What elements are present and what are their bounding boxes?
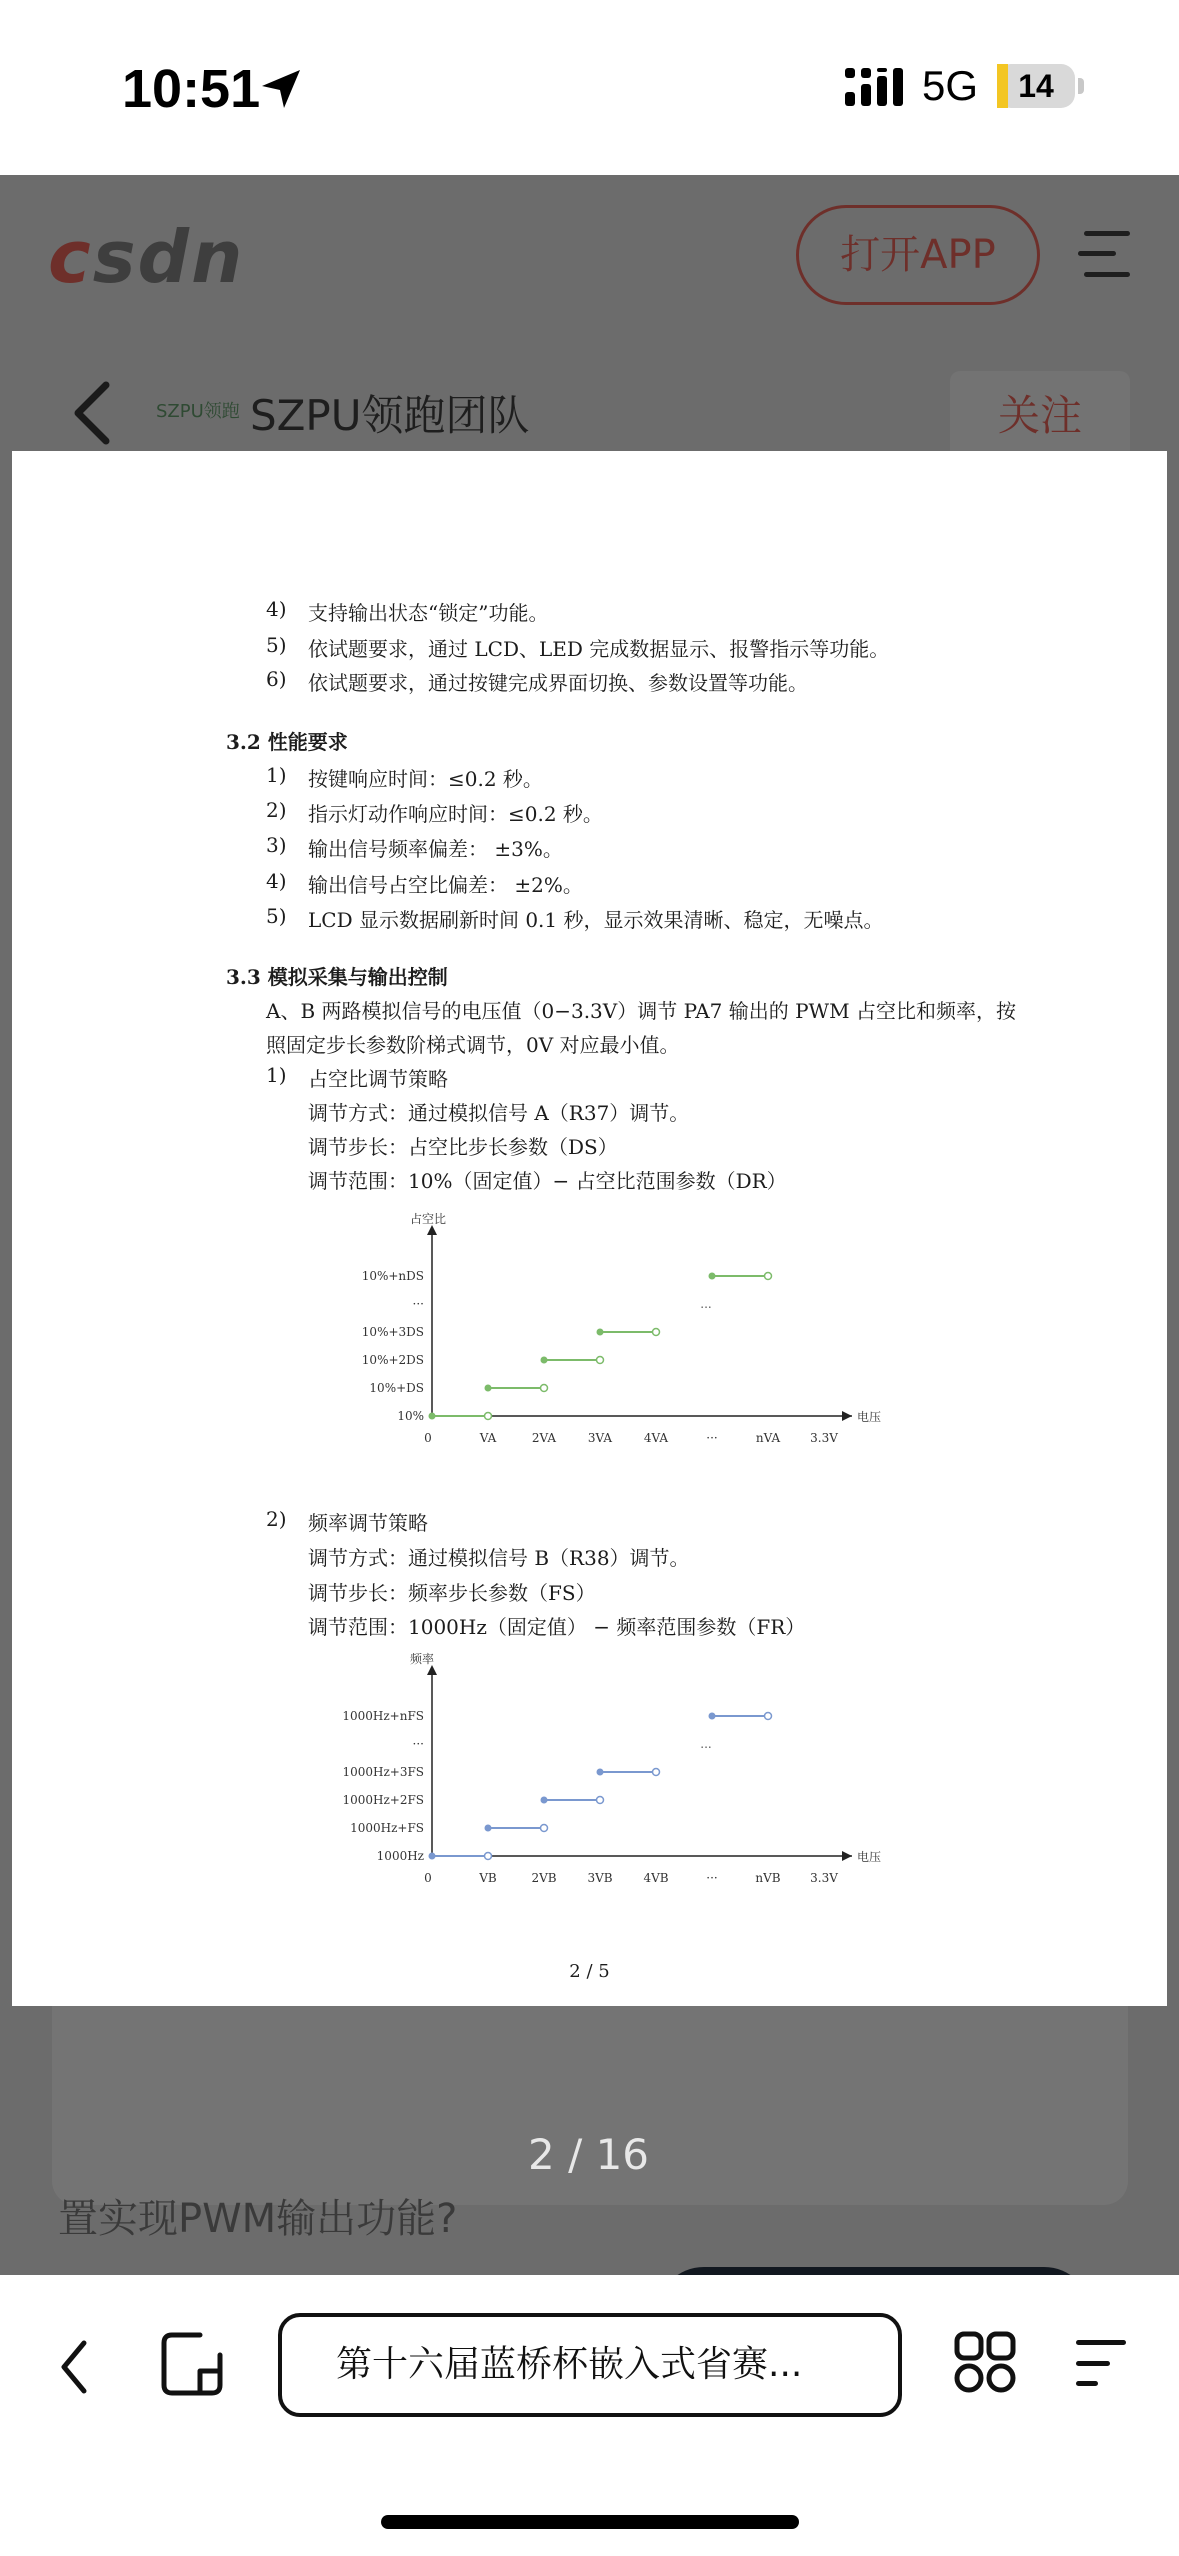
x-tick-label: VB <box>479 1871 497 1885</box>
battery-icon <box>997 64 1075 108</box>
step-start-point <box>541 1797 548 1804</box>
x-axis-label: 电压 <box>857 1850 882 1864</box>
origin-label: 0 <box>424 1871 432 1885</box>
y-tick-label: ··· <box>412 1297 424 1311</box>
step-start-point <box>429 1853 436 1860</box>
freq-range: 调节范围：1000Hz（固定值） − 频率范围参数（FR） <box>308 1615 806 1639</box>
page-indicator: 2 / 16 <box>528 2130 650 2179</box>
y-tick-label: 10%+3DS <box>361 1325 424 1339</box>
status-time: 10:51 <box>122 59 261 119</box>
y-tick-label: 10%+nDS <box>361 1269 424 1283</box>
func-item-num: 4) <box>266 597 287 621</box>
follow-button[interactable]: 关注 <box>950 371 1130 461</box>
network-type: 5G <box>922 62 979 109</box>
chevron-left-icon[interactable] <box>58 2339 90 2395</box>
document-page[interactable] <box>12 451 1167 2006</box>
hamburger-menu-icon[interactable] <box>1078 229 1134 279</box>
perf-item-num: 1) <box>266 763 287 787</box>
y-tick-label: 10% <box>397 1409 424 1423</box>
step-end-point <box>765 1273 772 1280</box>
y-tick-label: 10%+2DS <box>361 1353 424 1367</box>
url-bar[interactable] <box>278 2313 902 2417</box>
step-start-point <box>709 1713 716 1720</box>
y-axis-label: 频率 <box>410 1652 435 1666</box>
step-end-point <box>541 1825 548 1832</box>
x-axis-arrow <box>842 1851 852 1861</box>
step-start-point <box>485 1825 492 1832</box>
duty-step: 调节步长：占空比步长参数（DS） <box>308 1135 618 1159</box>
y-tick-label: 1000Hz+2FS <box>342 1793 424 1807</box>
freq-step: 调节步长：频率步长参数（FS） <box>308 1581 596 1605</box>
step-end-point <box>765 1713 772 1720</box>
perf-item-num: 3) <box>266 833 287 857</box>
section-heading-performance: 3.2 性能要求 <box>226 730 348 754</box>
perf-item-text: 指示灯动作响应时间：≤0.2 秒。 <box>308 802 603 826</box>
perf-item-text: 按键响应时间：≤0.2 秒。 <box>308 767 543 791</box>
frequency-chart <box>312 1651 882 1891</box>
y-tick-label: 1000Hz+3FS <box>342 1765 424 1779</box>
freq-strategy-title: 频率调节策略 <box>308 1511 428 1535</box>
x-tick-label: 4VB <box>643 1871 669 1885</box>
tab-switcher-icon[interactable] <box>160 2331 224 2397</box>
func-item-num: 6) <box>266 667 287 691</box>
status-bar <box>0 0 1179 175</box>
step-end-point <box>597 1357 604 1364</box>
y-tick-label: 1000Hz+FS <box>350 1821 424 1835</box>
duty-method: 调节方式：通过模拟信号 A（R37）调节。 <box>308 1101 690 1125</box>
plot-ellipsis: ... <box>700 1297 712 1311</box>
freq-strategy-num: 2) <box>266 1507 287 1531</box>
y-tick-label: 10%+DS <box>369 1381 424 1395</box>
y-tick-label: ··· <box>412 1737 424 1751</box>
step-end-point <box>597 1797 604 1804</box>
perf-item-num: 2) <box>266 798 287 822</box>
home-indicator[interactable] <box>381 2515 799 2529</box>
csdn-logo-rest: sdn <box>92 215 245 299</box>
perf-item-text: 输出信号占空比偏差： ±2%。 <box>308 873 583 897</box>
func-item-num: 5) <box>266 633 287 657</box>
origin-label: 0 <box>424 1431 432 1445</box>
x-tick-label: 4VA <box>643 1431 669 1445</box>
analog-intro-line-2: 照固定步长参数阶梯式调节，0V 对应最小值。 <box>266 1033 680 1057</box>
step-end-point <box>653 1329 660 1336</box>
csdn-logo-c: c <box>48 215 93 299</box>
perf-item-num: 4) <box>266 869 287 893</box>
perf-item-text: 输出信号频率偏差： ±3%。 <box>308 837 563 861</box>
step-start-point <box>485 1385 492 1392</box>
x-axis-arrow <box>842 1411 852 1421</box>
duty-cycle-chart <box>312 1211 882 1451</box>
url-text: 第十六届蓝桥杯嵌入式省赛... <box>336 2344 803 2385</box>
x-axis-label: 电压 <box>857 1410 882 1424</box>
x-tick-label: 2VA <box>531 1431 557 1445</box>
step-end-point <box>541 1385 548 1392</box>
step-start-point <box>597 1329 604 1336</box>
x-tick-label: ··· <box>706 1871 718 1885</box>
step-end-point <box>653 1769 660 1776</box>
team-logo: SZPU领跑 <box>156 401 240 422</box>
freq-method: 调节方式：通过模拟信号 B（R38）调节。 <box>308 1546 690 1570</box>
browser-toolbar <box>0 2275 1179 2556</box>
duty-strategy-title: 占空比调节策略 <box>308 1067 448 1091</box>
document-page-footer: 2 / 5 <box>569 1961 610 1982</box>
battery-level: 14 <box>1018 68 1054 104</box>
duty-strategy-num: 1) <box>266 1063 287 1087</box>
y-tick-label: 1000Hz+nFS <box>342 1709 424 1723</box>
csdn-logo <box>48 215 244 299</box>
y-axis-label: 占空比 <box>410 1212 447 1226</box>
step-end-point <box>485 1853 492 1860</box>
location-arrow-icon <box>258 66 304 112</box>
team-name[interactable]: SZPU领跑团队 <box>250 391 530 440</box>
question-text: 置实现PWM输出功能? <box>58 2196 458 2242</box>
y-axis-arrow <box>427 1225 437 1235</box>
y-tick-label: 1000Hz <box>376 1849 424 1863</box>
analog-intro-line-1: A、B 两路模拟信号的电压值（0−3.3V）调节 PA7 输出的 PWM 占空比和频率，按 <box>266 999 1016 1023</box>
x-tick-label: nVA <box>755 1431 781 1445</box>
func-item-text: 支持输出状态“锁定”功能。 <box>308 601 549 625</box>
perf-item-num: 5) <box>266 904 287 928</box>
x-tick-label: 2VB <box>531 1871 557 1885</box>
x-tick-label: 3.3V <box>810 1871 838 1885</box>
cellular-signal-icon <box>845 66 907 110</box>
duty-range: 调节范围：10%（固定值）− 占空比范围参数（DR） <box>308 1169 787 1193</box>
x-tick-label: VA <box>479 1431 497 1445</box>
section-heading-analog: 3.3 模拟采集与输出控制 <box>226 965 448 989</box>
grid-apps-icon[interactable] <box>954 2331 1016 2393</box>
y-axis-arrow <box>427 1665 437 1675</box>
step-start-point <box>709 1273 716 1280</box>
battery-cap <box>1078 78 1084 94</box>
hamburger-menu-icon[interactable] <box>1072 2337 1130 2389</box>
step-start-point <box>597 1769 604 1776</box>
x-tick-label: 3VA <box>587 1431 613 1445</box>
func-item-text: 依试题要求，通过按键完成界面切换、参数设置等功能。 <box>308 671 808 695</box>
x-tick-label: nVB <box>755 1871 781 1885</box>
step-start-point <box>429 1413 436 1420</box>
step-end-point <box>485 1413 492 1420</box>
open-app-button[interactable]: 打开APP <box>796 205 1040 305</box>
chevron-left-icon[interactable] <box>70 381 114 445</box>
perf-item-text: LCD 显示数据刷新时间 0.1 秒，显示效果清晰、稳定，无噪点。 <box>308 908 884 932</box>
x-tick-label: 3VB <box>587 1871 613 1885</box>
plot-ellipsis: ... <box>700 1737 712 1751</box>
x-tick-label: 3.3V <box>810 1431 838 1445</box>
func-item-text: 依试题要求，通过 LCD、LED 完成数据显示、报警指示等功能。 <box>308 637 890 661</box>
step-start-point <box>541 1357 548 1364</box>
x-tick-label: ··· <box>706 1431 718 1445</box>
